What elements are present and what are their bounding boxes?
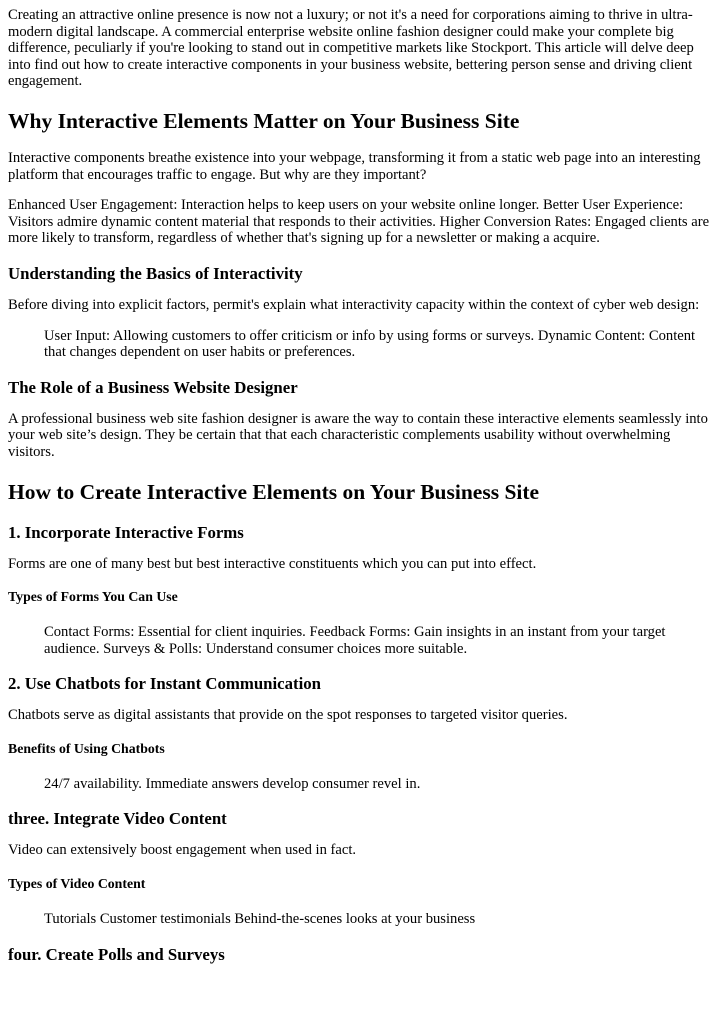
paragraph-video: Video can extensively boost engagement when used in fact.: [8, 842, 357, 859]
paragraph-forms: Forms are one of many best but best interactive constituents which you can put into effect.: [8, 555, 537, 572]
blockquote-chatbots: 24/7 availability. Immediate answers develop consumer revel in.: [44, 775, 421, 792]
paragraph-why-2: Enhanced User Engagement: Interaction helps to keep users on your website online longer. Better User Experience: Visitors admire dynamic content material that responds to their activities. Higher Conversion Rates: Engaged clients are more likely to transform, regardless of whether that's signing up for a newsletter or making a acquire.: [8, 197, 710, 247]
blockquote-forms: Contact Forms: Essential for client inquiries. Feedback Forms: Gain insights in an instant from your target audience. Surveys & Polls: Understand consumer choices more suitable.: [44, 624, 666, 657]
paragraph-designer-role: A professional business web site fashion designer is aware the way to contain these interactive elements seamlessly into your web site’s design. They be certain that that each characteristic complements usability without overwhelming visitors.: [8, 410, 708, 460]
subheading-forms: 1. Incorporate Interactive Forms: [8, 522, 244, 542]
minor-heading-chatbots: Benefits of Using Chatbots: [8, 740, 165, 756]
subheading-polls: four. Create Polls and Surveys: [8, 944, 225, 964]
minor-heading-forms: Types of Forms You Can Use: [8, 589, 178, 605]
subheading-video: three. Integrate Video Content: [8, 809, 227, 829]
section-heading-how: How to Create Interactive Elements on Your Business Site: [8, 479, 540, 504]
blockquote-basics: User Input: Allowing customers to offer criticism or info by using forms or surveys. Dynamic Content: Content that changes dependent on user habits or preferences.: [44, 327, 696, 361]
intro-paragraph: Creating an attractive online presence is now not a luxury; or not it's a need for corporations aiming to thrive in ultra-modern digital landscape. A commercial enterprise website online fashion designer could make your complete big difference, peculiarly if you're looking to stand out in competitive markets like Stockport. This article will delve deep into find out how to create interactive components in your business website, bettering person sense and driving client engagement.: [8, 7, 694, 90]
minor-heading-video: Types of Video Content: [8, 876, 146, 892]
subheading-basics: Understanding the Basics of Interactivity: [8, 263, 303, 283]
paragraph-basics: Before diving into explicit factors, permit's explain what interactivity capacity within the context of cyber web design:: [8, 296, 700, 313]
paragraph-chatbots: Chatbots serve as digital assistants that provide on the spot responses to targeted visitor queries.: [8, 707, 568, 724]
subheading-designer-role: The Role of a Business Website Designer: [8, 377, 298, 397]
section-heading-why: Why Interactive Elements Matter on Your Business Site: [8, 108, 520, 133]
subheading-chatbots: 2. Use Chatbots for Instant Communication: [8, 674, 321, 694]
blockquote-video: Tutorials Customer testimonials Behind-the-scenes looks at your business: [44, 911, 476, 928]
paragraph-why-1: Interactive components breathe existence into your webpage, transforming it from a static web page into an interesting platform that encourages traffic to engage. But why are they important?: [8, 149, 701, 183]
